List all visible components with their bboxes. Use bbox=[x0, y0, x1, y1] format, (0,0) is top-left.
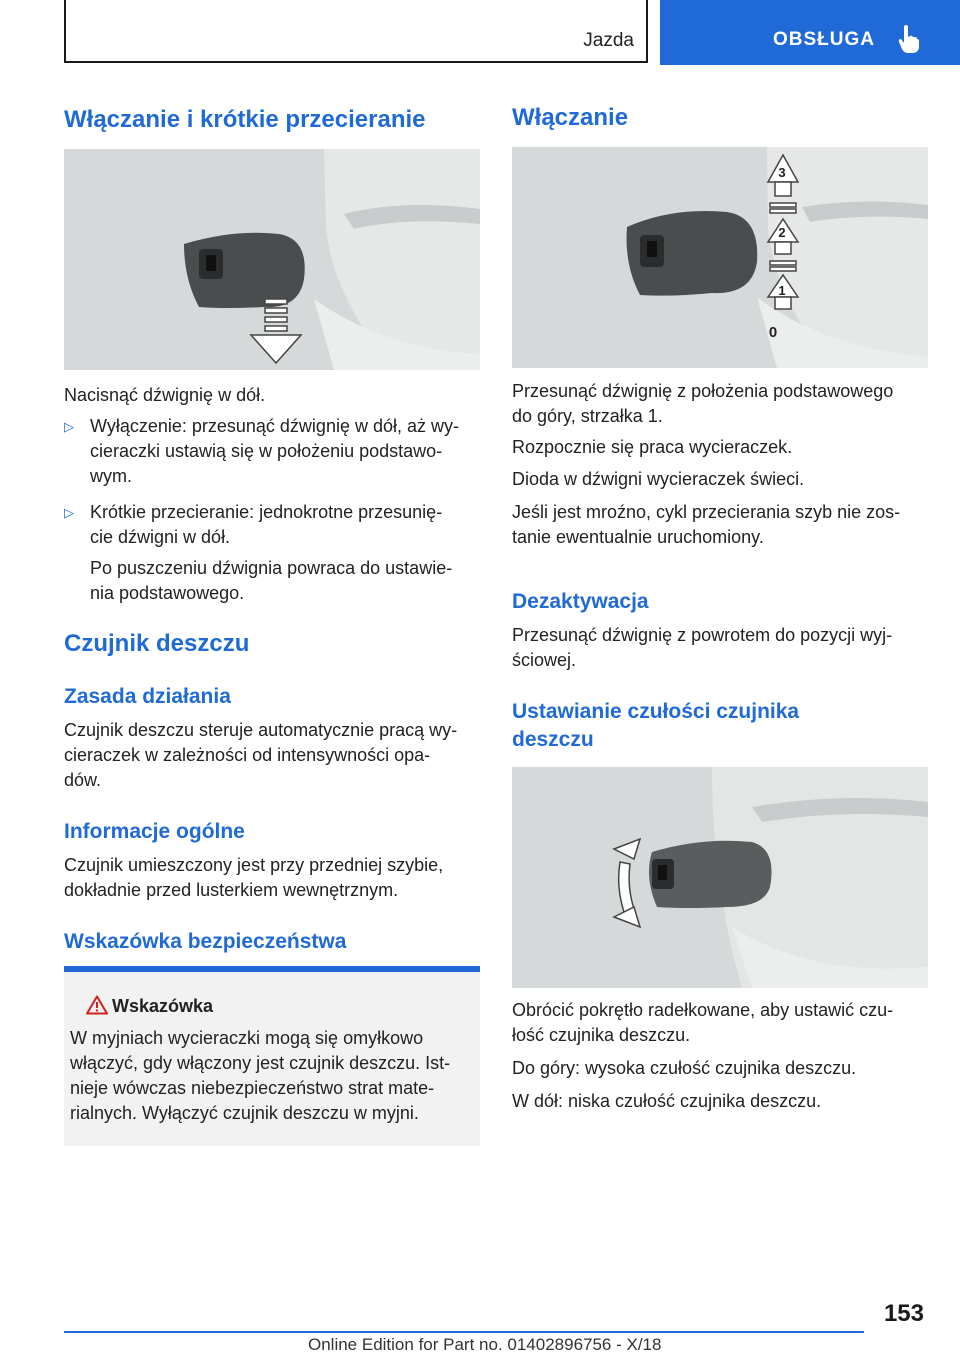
subsection-title-deactivation: Dezaktywacja bbox=[512, 590, 649, 613]
bullet-2-extra-line-1: Po puszczeniu dźwignia powraca do ustawie- bbox=[90, 558, 453, 578]
right-p4-line-2: tanie ewentualnie uruchomiony. bbox=[512, 527, 764, 547]
footer-line bbox=[64, 1331, 864, 1333]
sens-p3: W dół: niska czułość czujnika deszczu. bbox=[512, 1091, 822, 1111]
header-chapter-tab[interactable] bbox=[660, 0, 960, 65]
subsection-title-sensitivity-line-2: deszczu bbox=[512, 728, 594, 751]
figure-label-2: 2 bbox=[778, 225, 786, 240]
subsection-title-principle: Zasada działania bbox=[64, 685, 231, 708]
header-section-title: Jazda bbox=[583, 30, 634, 51]
figure-label-1: 1 bbox=[778, 283, 786, 298]
figure-label-0: 0 bbox=[768, 324, 778, 341]
footer-edition: Online Edition for Part no. 01402896756 - X/18 bbox=[308, 1335, 662, 1354]
deact-line-1: Przesunąć dźwignię z powrotem do pozycji wyj- bbox=[512, 625, 893, 645]
figure-label-3: 3 bbox=[778, 165, 786, 180]
lever-down-illustration bbox=[64, 149, 480, 370]
principle-line-3: dów. bbox=[64, 770, 102, 790]
warning-title: Wskazówka bbox=[112, 996, 214, 1016]
right-p1-line-2: do góry, strzałka 1. bbox=[512, 406, 663, 426]
general-line-2: dokładnie przed lusterkiem wewnętrznym. bbox=[64, 880, 399, 900]
warning-line-3: nieje wówczas niebezpieczeństwo strat mate- bbox=[70, 1078, 435, 1098]
right-p1-line-1: Przesunąć dźwignię z położenia podstawowego bbox=[512, 381, 894, 401]
subsection-title-safety: Wskazówka bezpieczeństwa bbox=[64, 930, 347, 953]
figure-lever-positions bbox=[512, 147, 928, 368]
warning-triangle-icon bbox=[86, 995, 108, 1015]
sens-p1-line-1: Obrócić pokrętło radełkowane, aby ustawić czu- bbox=[512, 1000, 894, 1020]
principle-line-2: cieraczek w zależności od intensywności opa- bbox=[64, 745, 431, 765]
warning-line-2: włączyć, gdy włączony jest czujnik deszczu. Ist- bbox=[70, 1053, 451, 1073]
warning-line-1: W myjniach wycieraczki mogą się omyłkowo bbox=[70, 1028, 424, 1048]
bullet-marker-1: ▷ bbox=[64, 419, 74, 434]
bullet-2-line-1: Krótkie przecieranie: jednokrotne przesunię- bbox=[90, 502, 443, 522]
principle-line-1: Czujnik deszczu steruje automatycznie pracą wy- bbox=[64, 720, 458, 740]
section-title-switching-on: Włączanie bbox=[512, 104, 629, 131]
pointing-hand-icon bbox=[898, 24, 920, 54]
header-chapter-title: OBSŁUGA bbox=[773, 29, 875, 50]
header-section-box bbox=[64, 0, 648, 63]
section-title-rain-sensor: Czujnik deszczu bbox=[64, 630, 250, 657]
page-number: 153 bbox=[883, 1300, 924, 1327]
lever-positions-illustration bbox=[512, 147, 928, 368]
subsection-title-general: Informacje ogólne bbox=[64, 820, 245, 843]
bullet-1-line-3: wym. bbox=[90, 466, 132, 486]
right-p3: Dioda w dźwigni wycieraczek świeci. bbox=[512, 469, 805, 489]
bullet-2-line-2: cie dźwigni w dół. bbox=[90, 527, 231, 547]
deact-line-2: ściowej. bbox=[512, 650, 577, 670]
section-title-switching-on-short-wipe: Włączanie i krótkie przecieranie bbox=[64, 106, 426, 133]
warning-line-4: rialnych. Wyłączyć czujnik deszczu w myjni. bbox=[70, 1103, 419, 1123]
bullet-1-line-1: Wyłączenie: przesunąć dźwignię w dół, aż wy- bbox=[90, 416, 459, 436]
right-p4-line-1: Jeśli jest mroźno, cykl przecierania szyb nie zos- bbox=[512, 502, 901, 522]
bullet-marker-2: ▷ bbox=[64, 505, 74, 520]
sens-p2: Do góry: wysoka czułość czujnika deszczu. bbox=[512, 1058, 857, 1078]
bullet-1-line-2: cieraczki ustawią się w położeniu podstawo- bbox=[90, 441, 443, 461]
figure-lever-down bbox=[64, 149, 480, 370]
figure-knurled-wheel bbox=[512, 767, 928, 988]
sens-p1-line-2: łość czujnika deszczu. bbox=[512, 1025, 691, 1045]
right-p2: Rozpocznie się praca wycieraczek. bbox=[512, 437, 793, 457]
bullet-2-extra-line-2: nia podstawowego. bbox=[90, 583, 245, 603]
knurled-wheel-illustration bbox=[512, 767, 928, 988]
warning-box bbox=[64, 972, 480, 1146]
general-line-1: Czujnik umieszczony jest przy przedniej szybie, bbox=[64, 855, 444, 875]
subsection-title-sensitivity-line-1: Ustawianie czułości czujnika bbox=[512, 700, 800, 723]
intro-text: Nacisnąć dźwignię w dół. bbox=[64, 385, 266, 405]
